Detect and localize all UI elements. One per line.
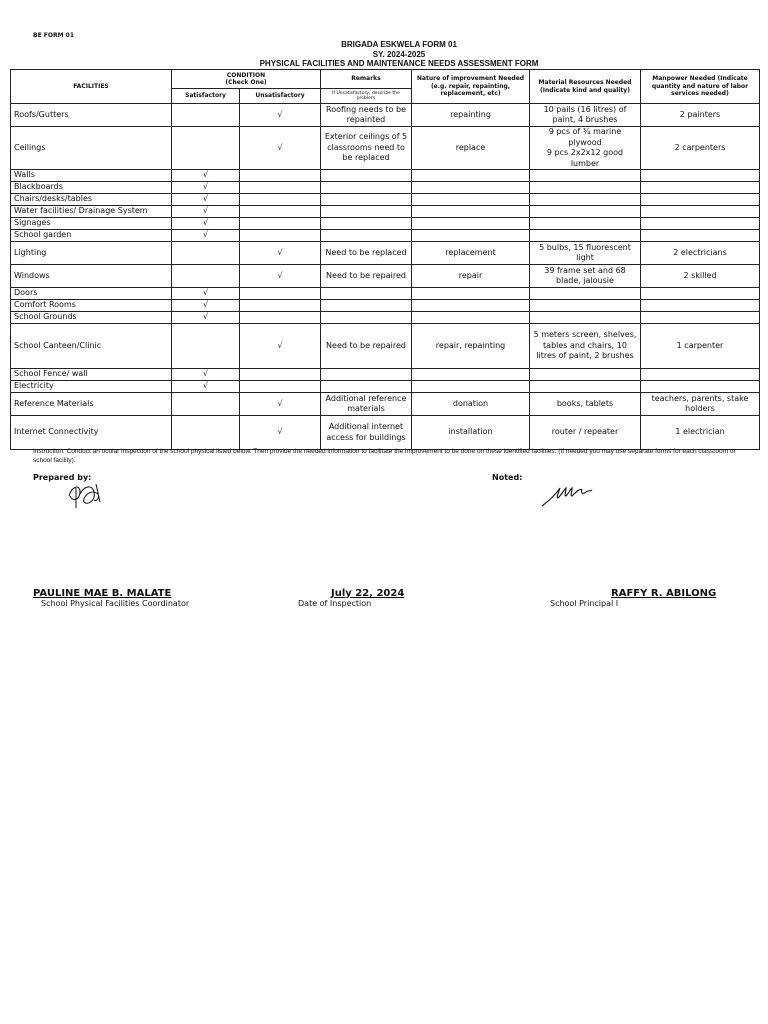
table-row [11,218,760,230]
improvement-cell [412,218,530,230]
improvement-cell: donation [412,393,530,416]
manpower-cell: 2 carpenters [641,127,760,170]
table-row [11,324,760,369]
table-row [11,242,760,265]
remarks-cell [321,369,412,381]
unsatisfactory-check [240,312,321,324]
satisfactory-check: √ [172,369,240,381]
form-header [0,40,768,69]
inspection-date: July 22, 2024 [331,588,405,599]
preparer-name: PAULINE MAE B. MALATE [33,588,172,599]
manpower-cell [641,218,760,230]
facility-name: Signages [11,218,172,230]
unsatisfactory-check [240,381,321,393]
table-row [11,206,760,218]
material-cell: 10 pails (16 litres) of paint, 4 brushes [530,104,641,127]
facility-name: Lighting [11,242,172,265]
material-cell [530,288,641,300]
col-satisfactory: Satisfactory [172,89,240,104]
manpower-cell: 2 electricians [641,242,760,265]
facility-name: Windows [11,265,172,288]
unsatisfactory-check [240,288,321,300]
inspection-date-label: Date of Inspection [298,599,372,608]
material-cell [530,369,641,381]
material-cell [530,170,641,182]
manpower-cell [641,206,760,218]
improvement-cell [412,206,530,218]
satisfactory-check [172,127,240,170]
unsatisfactory-check [240,206,321,218]
material-cell [530,194,641,206]
manpower-cell [641,182,760,194]
satisfactory-check [172,104,240,127]
table-row [11,300,760,312]
manpower-cell: 1 electrician [641,416,760,450]
remarks-cell: Exterior ceilings of 5 classrooms need to be replaced [321,127,412,170]
remarks-cell [321,288,412,300]
form-subtitle: PHYSICAL FACILITIES AND MAINTENANCE NEEDS ASSESSMENT FORM [259,59,539,68]
facility-name: Reference Materials [11,393,172,416]
manpower-cell [641,312,760,324]
unsatisfactory-check: √ [240,265,321,288]
manpower-cell [641,194,760,206]
unsatisfactory-check [240,230,321,242]
manpower-cell [641,369,760,381]
school-year: SY. 2024-2025 [372,49,426,59]
unsatisfactory-check [240,194,321,206]
remarks-cell: Additional internet access for buildings [321,416,412,450]
unsatisfactory-check: √ [240,324,321,369]
satisfactory-check [172,416,240,450]
prepared-by-label: Prepared by: [33,473,92,482]
unsatisfactory-check [240,182,321,194]
noted-label: Noted: [492,473,523,482]
form-code: BE FORM 01 [33,32,74,39]
material-cell: router / repeater [530,416,641,450]
remarks-cell [321,381,412,393]
col-facilities: FACILITIES [11,70,172,104]
improvement-cell: repair [412,265,530,288]
remarks-cell [321,206,412,218]
material-cell [530,182,641,194]
instruction-text: Instruction: Conduct an ocular inspection of the school physical listed below. Then provide the needed information to facilitate the improvement to be done on these identified facilities. (If needed you may use separate forms for each classroom or school facility). [33,448,736,464]
facility-name: Electricity [11,381,172,393]
table-row [11,312,760,324]
material-cell [530,312,641,324]
satisfactory-check: √ [172,230,240,242]
satisfactory-check [172,242,240,265]
improvement-cell [412,381,530,393]
improvement-cell [412,170,530,182]
col-condition-note: (Check One) [225,79,267,86]
remarks-cell [321,218,412,230]
material-cell: 5 meters screen, shelves, tables and chairs, 10 litres of paint, 2 brushes [530,324,641,369]
improvement-cell: installation [412,416,530,450]
improvement-cell: replacement [412,242,530,265]
remarks-cell [321,300,412,312]
facility-name: Ceilings [11,127,172,170]
col-material-note: (Indicate kind and quality) [540,86,630,94]
unsatisfactory-check: √ [240,242,321,265]
remarks-cell: Need to be repaired [321,324,412,369]
principal-name: RAFFY R. ABILONG [611,588,717,599]
table-row [11,104,760,127]
col-material-title: Material Resources Needed [538,79,632,86]
facility-name: School garden [11,230,172,242]
facility-name: Doors [11,288,172,300]
satisfactory-check: √ [172,206,240,218]
remarks-cell [321,182,412,194]
table-row [11,230,760,242]
facility-name: School Fence/ wall [11,369,172,381]
table-row [11,170,760,182]
col-nature-note: (e.g. repair, repainting, replacement, etc) [430,82,511,98]
manpower-cell: 1 carpenter [641,324,760,369]
satisfactory-check: √ [172,312,240,324]
material-cell [530,206,641,218]
facility-name: Walls [11,170,172,182]
table-row [11,381,760,393]
col-condition-title: CONDITION [226,71,266,79]
unsatisfactory-check: √ [240,104,321,127]
satisfactory-check: √ [172,218,240,230]
improvement-cell [412,369,530,381]
material-cell [530,300,641,312]
facility-name: School Grounds [11,312,172,324]
unsatisfactory-check: √ [240,127,321,170]
manpower-cell [641,381,760,393]
assessment-rows [11,104,760,450]
satisfactory-check: √ [172,194,240,206]
table-row [11,127,760,170]
improvement-cell [412,182,530,194]
material-cell [530,218,641,230]
remarks-cell: Need to be repaired [321,265,412,288]
manpower-cell: 2 skilled [641,265,760,288]
unsatisfactory-check [240,300,321,312]
facility-name: Chairs/desks/tables [11,194,172,206]
facility-name: School Canteen/Clinic [11,324,172,369]
remarks-cell [321,230,412,242]
manpower-cell: 2 painters [641,104,760,127]
material-cell: 9 pcs of ¾ marine plywood 9 pcs 2x2x12 good lumber [530,127,641,170]
remarks-cell: Additional reference materials [321,393,412,416]
principal-signature [540,480,596,510]
unsatisfactory-check [240,218,321,230]
table-row [11,288,760,300]
form-title: BRIGADA ESKWELA FORM 01 [341,40,457,49]
remarks-cell: Need to be replaced [321,242,412,265]
satisfactory-check: √ [172,170,240,182]
facility-name: Water facilities/ Drainage System [11,206,172,218]
table-row [11,182,760,194]
material-cell: books, tablets [530,393,641,416]
satisfactory-check [172,265,240,288]
unsatisfactory-check [240,170,321,182]
improvement-cell: repainting [412,104,530,127]
improvement-cell: replace [412,127,530,170]
improvement-cell [412,194,530,206]
material-cell: 39 frame set and 68 blade, jalousie [530,265,641,288]
remarks-cell [321,170,412,182]
col-nature-title: Nature of improvement Needed [416,75,525,83]
table-row [11,393,760,416]
preparer-role: School Physical Facilities Coordinator [41,599,190,608]
manpower-cell [641,170,760,182]
unsatisfactory-check: √ [240,393,321,416]
manpower-cell [641,300,760,312]
col-condition [172,70,321,89]
table-row [11,194,760,206]
remarks-cell [321,194,412,206]
material-cell [530,381,641,393]
col-unsatisfactory: Unsatisfactory [240,89,321,104]
preparer-signature [66,478,106,510]
col-material [530,70,641,104]
assessment-table [10,69,760,450]
unsatisfactory-check: √ [240,416,321,450]
unsatisfactory-check [240,369,321,381]
manpower-cell [641,288,760,300]
table-row [11,265,760,288]
col-remarks-note: If Unsatisfactory, describe the problem [321,89,412,104]
improvement-cell [412,300,530,312]
col-nature [412,70,530,104]
table-row [11,369,760,381]
facility-name: Blackboards [11,182,172,194]
improvement-cell [412,230,530,242]
satisfactory-check: √ [172,288,240,300]
satisfactory-check [172,324,240,369]
satisfactory-check: √ [172,381,240,393]
material-cell: 5 bulbs, 15 fluorescent light [530,242,641,265]
principal-role: School Principal I [550,599,619,608]
satisfactory-check [172,393,240,416]
improvement-cell: repair, repainting [412,324,530,369]
table-row [11,416,760,450]
satisfactory-check: √ [172,300,240,312]
facility-name: Internet Connectivity [11,416,172,450]
improvement-cell [412,312,530,324]
facility-name: Roofs/Gutters [11,104,172,127]
satisfactory-check: √ [172,182,240,194]
facility-name: Comfort Rooms [11,300,172,312]
remarks-cell: Roofing needs to be repainted [321,104,412,127]
material-cell [530,230,641,242]
remarks-cell [321,312,412,324]
manpower-cell: teachers, parents, stake holders [641,393,760,416]
manpower-cell [641,230,760,242]
col-remarks: Remarks [321,70,412,89]
col-manpower: Manpower Needed (Indicate quantity and nature of labor services needed) [641,70,760,104]
improvement-cell [412,288,530,300]
